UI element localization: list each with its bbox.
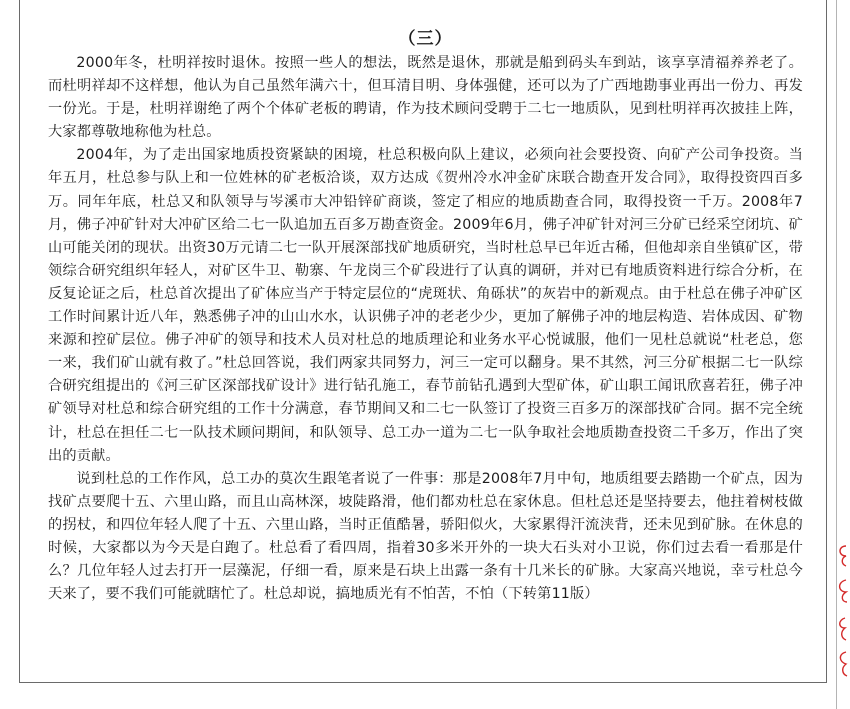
section-heading: （三） [398,29,453,49]
paragraph-investment: 2004年，为了走出国家地质投资紧缺的困境，杜总积极向队上建议，必须向社会要投资、向矿产公司争投资。当年五月，杜总参与队上和一位姓林的矿老板洽谈，双方达成《贺州冷水冲金矿床联合勘查开发合同》，取得投资四百多万。同年年底，杜总又和队领导与岑溪市大冲铅锌矿商谈，签定了相应的地质勘查合同，取得投资一千万。2008年7月，佛子冲矿针对大冲矿区给二七一队追加五百多万勘查资金。2009年6月，佛子冲矿针对河三分矿已经采空闭坑、矿山可能关闭的现状。出资30万元请二七一队开展深部找矿地质研究，当时杜总早已年近古稀，但他却亲自坐镇矿区，带领综合研究组织年轻人，对矿区牛卫、勒寨、午龙岗三个矿段进行了认真的调研，并对已有地质资料进行综合分析，在反复论证之后，杜总首次提出了矿体应当产于特定层位的“虎斑状、角砾状”的灰岩中的新观点。由于杜总在佛子冲矿区工作时间累计近八年，熟悉佛子冲的山山水水，认识佛子冲的老老少少，更加了解佛子冲的地层构造、岩体成因、矿物来源和控矿层位。佛子冲矿的领导和技术人员对杜总的地质理论和业务水平心悦诚服，他们一见杜总就说“杜老总，您一来，我们矿山就有救了。”杜总回答说，我们两家共同努力，河三一定可以翻身。果不其然，河三分矿根据二七一队综合研究组提出的《河三矿区深部找矿设计》进行钻孔施工，春节前钻孔遇到大型矿体，矿山职工闻讯欣喜若狂，佛子冲矿领导对杜总和综合研究组的工作十分满意，春节期间又和二七一队签订了投资三百多万的深部找矿合同。据不完全统计，杜总在担任二七一队技术顾问期间，和队领导、总工办一道为二七一队争取社会地质勘查投资二千多万，作出了突出的贡献。 [48,147,803,464]
decorative-ornament-icon [832,540,850,680]
paragraph-retirement: 2000年冬，杜明祥按时退休。按照一些人的想法，既然是退休，那就是船到码头车到站，该享享清福养养老了。而杜明祥却不这样想，他认为自己虽然年满六十，但耳清目明、身体强健，还可以为了广西地勘事业再出一份力、再发一份光。于是，杜明祥谢绝了两个个体矿老板的聘请，作为技术顾问受聘于二七一地质队，见到杜明祥再次披挂上阵，大家都尊敬地称他为杜总。 [48,55,803,141]
paragraph-work-style: 说到杜总的工作作风，总工办的莫次生跟笔者说了一件事：那是2008年7月中旬，地质组要去踏勘一个矿点，因为找矿点要爬十五、六里山路，而且山高林深，坡陡路滑，他们都劝杜总在家休息。但杜总还是坚持要去，他拄着树枝做的拐杖，和四位年轻人爬了十五、六里山路，当时正值酷暑，骄阳似火，大家累得汗流浃背，还未见到矿脉。在休息的时候，大家都以为今天是白跑了。杜总看了看四周，指着30多米开外的一块大石头对小卫说，你们过去看一看那是什么？几位年轻人过去打开一层藻泥，仔细一看，原来是石块上出露一条有十几米长的矿脉。大家高兴地说，幸亏杜总今天来了，要不我们可能就瞎忙了。杜总却说，搞地质光有不怕苦，不怕（下转第11版） [48,470,803,603]
article-section [48,0,803,606]
